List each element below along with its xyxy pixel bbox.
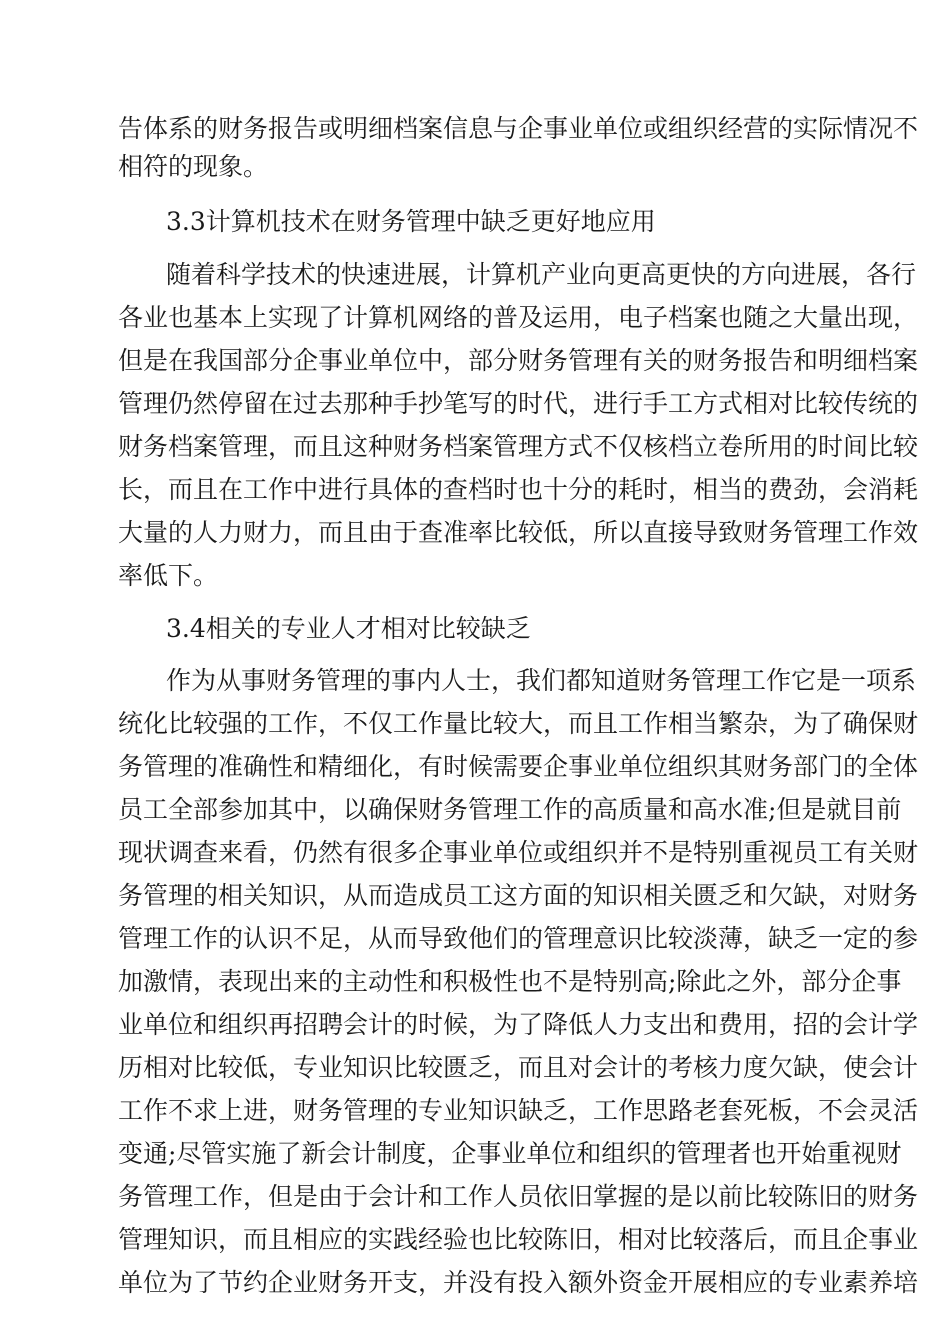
text-line: 作为从事财务管理的事内人士，我们都知道财务管理工作它是一项系 bbox=[166, 666, 917, 695]
section-heading-3-4: 3.4相关的专业人才相对比较缺乏 bbox=[166, 614, 531, 643]
text-line: 率低下。 bbox=[118, 561, 219, 590]
text-line: 务管理的相关知识，从而造成员工这方面的知识相关匮乏和欠缺，对财务 bbox=[118, 881, 919, 910]
text-line: 工作不求上进，财务管理的专业知识缺乏，工作思路老套死板，不会灵活 bbox=[118, 1096, 919, 1125]
text-line: 管理工作的认识不足，从而导致他们的管理意识比较淡薄，缺乏一定的参 bbox=[118, 924, 919, 953]
text-line: 各业也基本上实现了计算机网络的普及运用，电子档案也随之大量出现， bbox=[118, 303, 919, 332]
text-line: 相符的现象。 bbox=[118, 152, 269, 181]
text-line: 业单位和组织再招聘会计的时候，为了降低人力支出和费用，招的会计学 bbox=[118, 1010, 919, 1039]
text-line: 务管理的准确性和精细化，有时候需要企事业单位组织其财务部门的全体 bbox=[118, 752, 919, 781]
text-line: 但是在我国部分企事业单位中，部分财务管理有关的财务报告和明细档案 bbox=[118, 346, 919, 375]
text-line: 长，而且在工作中进行具体的查档时也十分的耗时，相当的费劲，会消耗 bbox=[118, 475, 919, 504]
text-line: 务管理工作，但是由于会计和工作人员依旧掌握的是以前比较陈旧的财务 bbox=[118, 1182, 919, 1211]
text-line: 大量的人力财力，而且由于查准率比较低，所以直接导致财务管理工作效 bbox=[118, 518, 919, 547]
text-line: 现状调查来看，仍然有很多企事业单位或组织并不是特别重视员工有关财 bbox=[118, 838, 919, 867]
text-line: 财务档案管理，而且这种财务档案管理方式不仅核档立卷所用的时间比较 bbox=[118, 432, 919, 461]
text-line: 历相对比较低，专业知识比较匮乏，而且对会计的考核力度欠缺，使会计 bbox=[118, 1053, 919, 1082]
text-line: 随着科学技术的快速进展，计算机产业向更高更快的方向进展，各行 bbox=[166, 260, 917, 289]
text-line: 员工全部参加其中，以确保财务管理工作的高质量和高水准;但是就目前 bbox=[118, 795, 902, 824]
text-line: 告体系的财务报告或明细档案信息与企事业单位或组织经营的实际情况不 bbox=[118, 114, 919, 143]
section-heading-3-3: 3.3计算机技术在财务管理中缺乏更好地应用 bbox=[166, 207, 656, 236]
text-line: 单位为了节约企业财务开支，并没有投入额外资金开展相应的专业素养培 bbox=[118, 1268, 919, 1297]
text-line: 变通;尽管实施了新会计制度，企事业单位和组织的管理者也开始重视财 bbox=[118, 1139, 902, 1168]
text-line: 管理仍然停留在过去那种手抄笔写的时代，进行手工方式相对比较传统的 bbox=[118, 389, 919, 418]
text-line: 统化比较强的工作，不仅工作量比较大，而且工作相当繁杂，为了确保财 bbox=[118, 709, 919, 738]
text-line: 加激情，表现出来的主动性和积极性也不是特别高;除此之外，部分企事 bbox=[118, 967, 902, 996]
text-line: 管理知识，而且相应的实践经验也比较陈旧，相对比较落后，而且企事业 bbox=[118, 1225, 919, 1254]
